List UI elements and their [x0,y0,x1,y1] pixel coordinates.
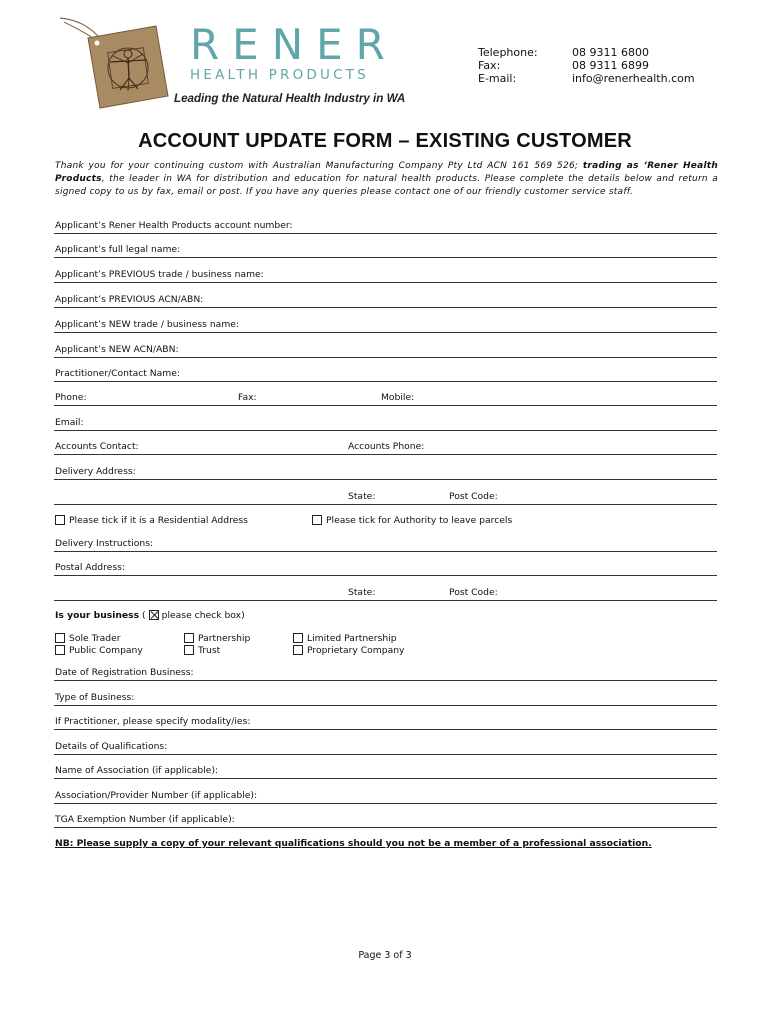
modality-label: If Practitioner, please specify modality/ies: [55,716,251,727]
delivery-address-field[interactable] [54,479,717,480]
business-prefix: Is your business [55,610,140,621]
date-registration-label: Date of Registration Business: [55,667,194,678]
fax-label: Fax: [478,59,501,72]
account-number-label: Applicant’s Rener Health Products account number: [55,220,293,231]
new-acn-label: Applicant’s NEW ACN/ABN: [55,344,179,355]
practitioner-label: Practitioner/Contact Name: [55,368,180,379]
authority-label: Please tick for Authority to leave parcels [326,515,513,526]
previous-trade-field[interactable] [54,282,717,283]
sole-trader-option[interactable] [55,633,121,644]
intro-text-2: , the leader in WA for distribution and education for natural health products. Please complete the details below and return a signed copy to us by fax, email or post. If you have any queries please contact one of our friendly customer service staff. [55,174,718,197]
residential-checkbox[interactable] [55,515,65,525]
account-number-field[interactable] [54,233,717,234]
accounts-contact-label: Accounts Contact: [55,441,139,452]
previous-trade-label: Applicant’s PREVIOUS trade / business name: [55,269,264,280]
authority-checkbox[interactable] [312,515,322,525]
new-trade-label: Applicant’s NEW trade / business name: [55,319,240,330]
delivery-postcode-label: Post Code: [449,491,498,502]
association-label: Name of Association (if applicable): [55,765,219,776]
residential-label: Please tick if it is a Residential Address [69,515,248,526]
postal-postcode-label: Post Code: [449,587,498,598]
type-business-field[interactable] [54,705,717,706]
legal-name-label: Applicant’s full legal name: [55,244,181,255]
sole-trader-label: Sole Trader [69,633,121,644]
qualifications-label: Details of Qualifications: [55,741,168,752]
trust-checkbox[interactable] [184,645,194,655]
page-number: Page 3 of 3 [358,950,412,961]
telephone-label: Telephone: [478,46,538,59]
limited-partnership-checkbox[interactable] [293,633,303,643]
postal-address-label: Postal Address: [55,562,126,573]
delivery-state-label: State: [348,491,376,502]
delivery-address-label: Delivery Address: [55,466,136,477]
phone-fax-mobile-field[interactable] [54,405,717,406]
date-registration-field[interactable] [54,680,717,681]
contact-labels [478,46,538,85]
vitruvian-tag-logo [58,16,170,110]
association-field[interactable] [54,778,717,779]
intro-text-1: Thank you for your continuing custom with Australian Manufacturing Company Pty Ltd ACN 161 569 526; [55,161,583,171]
sole-trader-checkbox[interactable] [55,633,65,643]
qualifications-field[interactable] [54,754,717,755]
email-value[interactable]: info@renerhealth.com [572,72,695,85]
limited-partnership-option[interactable] [293,633,397,644]
partnership-label: Partnership [198,633,251,644]
partnership-option[interactable] [184,633,250,644]
tga-field[interactable] [54,827,717,828]
brand-name: RENER [190,20,398,69]
authority-checkbox-row[interactable] [312,515,512,526]
public-company-label: Public Company [69,645,143,656]
provider-number-label: Association/Provider Number (if applicable): [55,790,258,801]
previous-acn-label: Applicant’s PREVIOUS ACN/ABN: [55,294,204,305]
delivery-state-postcode-field[interactable] [54,504,717,505]
partnership-checkbox[interactable] [184,633,194,643]
new-acn-field[interactable] [54,357,717,358]
intro-bold: trading as ‘Rener Health Products [55,161,719,184]
intro-paragraph [55,160,718,199]
phone-label: Phone: [55,392,87,403]
telephone-value: 08 9311 6800 [572,46,649,59]
postal-state-postcode-field[interactable] [54,600,717,601]
fax-field-label: Fax: [238,392,257,403]
public-company-checkbox[interactable] [55,645,65,655]
modality-field[interactable] [54,729,717,730]
brand-subtitle: HEALTH PRODUCTS [190,67,369,83]
proprietary-company-checkbox[interactable] [293,645,303,655]
business-suffix: please check box) [161,610,245,621]
delivery-instructions-field[interactable] [54,551,717,552]
fax-value: 08 9311 6899 [572,59,649,72]
proprietary-company-label: Proprietary Company [307,645,405,656]
practitioner-field[interactable] [54,381,717,382]
public-company-option[interactable] [55,645,143,656]
tga-label: TGA Exemption Number (if applicable): [55,814,235,825]
postal-state-label: State: [348,587,376,598]
accounts-field[interactable] [54,454,717,455]
previous-acn-field[interactable] [54,307,717,308]
email-field[interactable] [54,430,717,431]
email-label: E-mail: [478,72,517,85]
proprietary-company-option[interactable] [293,645,404,656]
email-field-label: Email: [55,417,84,428]
residential-checkbox-row[interactable] [55,515,248,526]
form-title: ACCOUNT UPDATE FORM – EXISTING CUSTOMER [138,130,632,152]
tagline: Leading the Natural Health Industry in WA [174,92,406,105]
contact-values [572,46,695,85]
type-business-label: Type of Business: [55,692,135,703]
checked-box-icon [149,610,159,620]
business-type-heading [55,610,245,621]
provider-number-field[interactable] [54,803,717,804]
limited-partnership-label: Limited Partnership [307,633,397,644]
trust-label: Trust [198,645,221,656]
legal-name-field[interactable] [54,257,717,258]
accounts-phone-label: Accounts Phone: [348,441,425,452]
postal-address-field[interactable] [54,575,717,576]
mobile-label: Mobile: [381,392,415,403]
new-trade-field[interactable] [54,332,717,333]
business-open-paren: ( [142,610,146,621]
delivery-instructions-label: Delivery Instructions: [55,538,154,549]
trust-option[interactable] [184,645,220,656]
nb-note: NB: Please supply a copy of your relevant qualifications should you not be a member of a professional association. [55,838,652,849]
